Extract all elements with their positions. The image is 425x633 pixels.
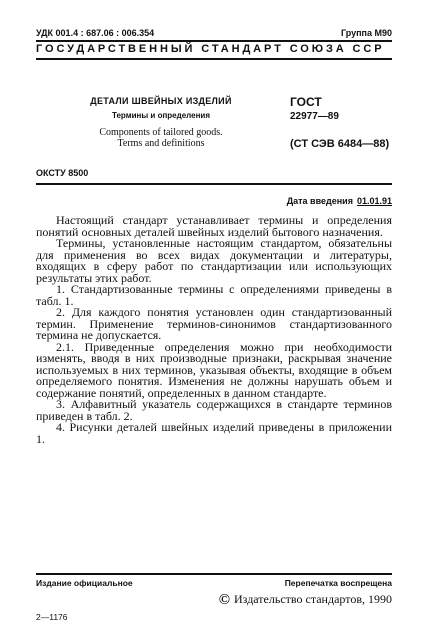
st-sev-number: (СТ СЭВ 6484—88) — [290, 138, 390, 150]
document-title: ДЕТАЛИ ШВЕЙНЫХ ИЗДЕЛИЙ — [90, 96, 232, 106]
paragraph: 2.1. Приведенные определения можно при необходимости изменять, вводя в них производные признаки, раскрывая значение используемых в них терминов, указывая объекты, входящие в объем определяемого понятия. Изменения не должны нарушать объем и содержание понятий, определенных в данном стандарте. — [36, 339, 392, 400]
header-rule-top — [36, 40, 392, 42]
document-title-block — [66, 96, 256, 149]
document-body — [36, 215, 392, 445]
copyright-line — [219, 592, 392, 609]
standard-title: ГОСУДАРСТВЕННЫЙ СТАНДАРТ СОЮЗА ССР — [36, 43, 385, 55]
introduction-date-value: 01.01.91 — [356, 196, 392, 206]
reprint-notice: Перепечатка воспрещена — [284, 578, 392, 588]
okstu-rule — [36, 183, 392, 185]
paragraph: Настоящий стандарт устанавливает термины и определения понятий основных деталей швейных изделий бытового назначения. — [36, 213, 392, 239]
header-rule-bottom — [36, 58, 392, 60]
english-title-line-2: Terms and definitions — [117, 138, 205, 149]
paragraph: 2. Для каждого понятия установлен один стандартизованный термин. Применение терминов-синонимов стандартизованного термина не допускается. — [36, 305, 392, 342]
copyright-text: Издательство стандартов, 1990 — [234, 592, 392, 606]
document-title-english — [66, 127, 256, 149]
official-edition-label: Издание официальное — [36, 578, 133, 588]
gost-label: ГОСТ — [290, 95, 322, 109]
english-title-line-1: Components of tailored goods. — [99, 127, 223, 138]
group-code: Группа М90 — [340, 28, 392, 38]
footer-rule — [36, 573, 392, 575]
gost-number: 22977—89 — [290, 111, 339, 122]
paragraph: 3. Алфавитный указатель содержащихся в стандарте терминов приведен в табл. 2. — [36, 397, 392, 423]
udk-code: УДК 001.4 : 687.06 : 006.354 — [36, 28, 155, 38]
paragraph: Термины, установленные настоящим стандартом, обязательны для применения во всех видах документации и литературы, входящих в сферу работ по стандартизации или использующих результаты этих работ. — [36, 236, 392, 285]
copyright-icon: © — [218, 592, 230, 608]
document-subtitle: Термины и определения — [111, 111, 210, 120]
introduction-date-label: Дата введения — [286, 196, 353, 206]
paragraph: 1. Стандартизованные термины с определениями приведены в табл. 1. — [36, 282, 392, 308]
page-code: 2—1176 — [36, 612, 68, 622]
paragraph: 4. Рисунки деталей швейных изделий приведены в приложении 1. — [36, 420, 392, 446]
introduction-date — [287, 196, 392, 206]
okstu-code: ОКСТУ 8500 — [36, 168, 89, 178]
